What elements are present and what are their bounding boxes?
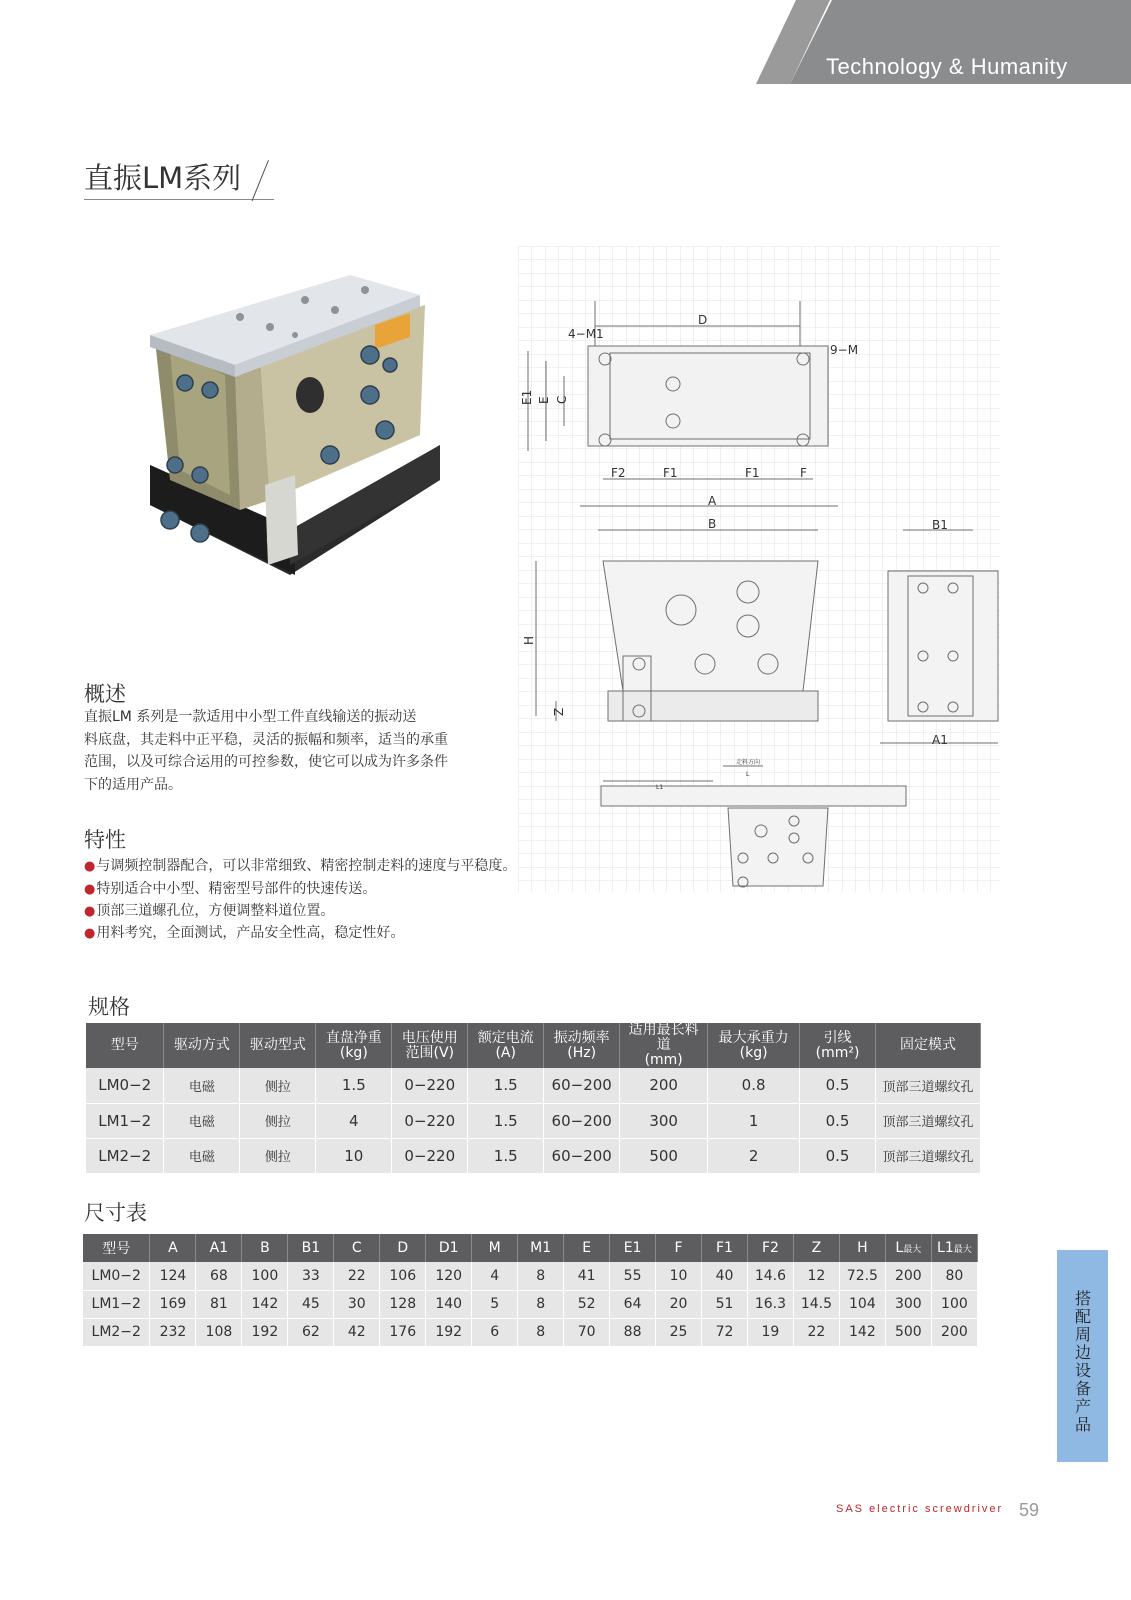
label-h: H	[522, 635, 536, 645]
dimensions-cell: 19	[747, 1318, 793, 1346]
overview-text	[84, 706, 484, 796]
dimensions-cell: 25	[656, 1318, 702, 1346]
specs-cell: 侧拉	[240, 1138, 316, 1173]
label-e: E	[537, 396, 551, 404]
dimensions-cell: 10	[656, 1262, 702, 1290]
dimensions-cell: 142	[242, 1290, 288, 1318]
dimensions-table	[83, 1234, 978, 1347]
specs-cell: 顶部三道螺纹孔	[876, 1103, 981, 1138]
dimensions-header-cell: D	[380, 1234, 426, 1262]
specs-cell: 1.5	[316, 1068, 392, 1103]
dimensions-cell: LM0−2	[83, 1262, 150, 1290]
label-a: A	[708, 494, 717, 508]
dimensions-cell: 500	[885, 1318, 931, 1346]
dimensions-header-cell: A	[150, 1234, 196, 1262]
table-row	[83, 1290, 978, 1318]
label-e1: E1	[520, 389, 534, 405]
specs-cell: 顶部三道螺纹孔	[876, 1068, 981, 1103]
specs-header-cell: 驱动型式	[240, 1023, 316, 1068]
feature-item: ●与调频控制器配合，可以非常细致、精密控制走料的速度与平稳度。	[84, 858, 517, 874]
label-l1: L1	[656, 784, 664, 791]
dimensions-cell: 14.6	[747, 1262, 793, 1290]
dimensions-cell: 30	[334, 1290, 380, 1318]
specs-header-cell: 固定模式	[876, 1023, 981, 1068]
dimensions-cell: 41	[564, 1262, 610, 1290]
dimensions-cell: 64	[610, 1290, 656, 1318]
title-underline	[84, 199, 274, 200]
dimensions-header-cell: E	[564, 1234, 610, 1262]
specs-header-cell: 驱动方式	[164, 1023, 240, 1068]
specs-cell: 1	[708, 1103, 800, 1138]
overview-line: 范围，以及可综合运用的可控参数，使它可以成为许多条件	[84, 754, 448, 770]
specs-cell: 1.5	[468, 1103, 544, 1138]
bullet-icon: ●	[84, 882, 96, 897]
overview-line: 料底盘，其走料中正平稳，灵活的振幅和频率，适当的承重	[84, 731, 448, 748]
label-l: L	[746, 771, 750, 778]
dimensions-cell: 192	[426, 1318, 472, 1346]
dimensions-header-cell: D1	[426, 1234, 472, 1262]
dimensions-header-cell: B	[242, 1234, 288, 1262]
overview-heading: 概述	[84, 682, 126, 706]
dimensions-cell: 108	[196, 1318, 242, 1346]
specs-cell: 0.5	[800, 1103, 876, 1138]
label-f: F	[800, 466, 807, 480]
dimensions-cell: 51	[702, 1290, 748, 1318]
specs-cell: 0−220	[392, 1138, 468, 1173]
dimensions-cell: 200	[885, 1262, 931, 1290]
dimensions-cell: LM1−2	[83, 1290, 150, 1318]
dimensions-cell: 8	[518, 1290, 564, 1318]
label-4-m1: 4−M1	[568, 327, 604, 341]
specs-cell: 0.8	[708, 1068, 800, 1103]
dimensions-cell: 22	[793, 1318, 839, 1346]
dimensions-cell: 124	[150, 1262, 196, 1290]
dimensions-cell: 104	[839, 1290, 885, 1318]
label-a1: A1	[932, 733, 948, 747]
title-slash	[252, 160, 269, 201]
dimensions-cell: 68	[196, 1262, 242, 1290]
feature-item: ●用料考究，全面测试，产品安全性高，稳定性好。	[84, 925, 405, 941]
label-feed-direction: 走料方向	[736, 759, 761, 766]
table-row	[86, 1068, 981, 1103]
dimensions-cell: 40	[702, 1262, 748, 1290]
dimensions-cell: 80	[931, 1262, 977, 1290]
specs-cell: 0−220	[392, 1068, 468, 1103]
dimensions-cell: 33	[288, 1262, 334, 1290]
label-d: D	[698, 313, 708, 327]
table-row	[83, 1318, 978, 1346]
dimensions-header-cell: Z	[793, 1234, 839, 1262]
specs-cell: 200	[620, 1068, 708, 1103]
technical-drawing	[518, 246, 1000, 892]
dimensions-cell: 128	[380, 1290, 426, 1318]
label-z: Z	[552, 707, 566, 716]
specs-header-cell: 额定电流 (A)	[468, 1023, 544, 1068]
dimensions-cell: 70	[564, 1318, 610, 1346]
dimensions-cell: 4	[472, 1262, 518, 1290]
overview-line: 直振LM 系列是一款适用中小型工件直线输送的振动送	[84, 709, 417, 725]
specs-cell: 10	[316, 1138, 392, 1173]
label-b1: B1	[932, 518, 948, 532]
dimensions-cell: 88	[610, 1318, 656, 1346]
dimensions-cell: 20	[656, 1290, 702, 1318]
bullet-icon: ●	[84, 859, 96, 874]
specs-cell: 电磁	[164, 1138, 240, 1173]
dimensions-header-cell: L1最大	[931, 1234, 977, 1262]
bullet-icon: ●	[84, 904, 96, 919]
dimensions-cell: 22	[334, 1262, 380, 1290]
specs-header-cell: 振动频率 (Hz)	[544, 1023, 620, 1068]
specs-header-cell: 适用最长料道 (mm)	[620, 1023, 708, 1068]
dimensions-cell: 142	[839, 1318, 885, 1346]
specs-header-cell: 直盘净重 (kg)	[316, 1023, 392, 1068]
specs-cell: LM1−2	[86, 1103, 164, 1138]
specs-cell: 顶部三道螺纹孔	[876, 1138, 981, 1173]
specs-cell: 0.5	[800, 1068, 876, 1103]
dimensions-cell: 169	[150, 1290, 196, 1318]
specs-cell: 电磁	[164, 1103, 240, 1138]
label-f2: F2	[611, 466, 626, 480]
features-heading: 特性	[84, 828, 126, 852]
specs-cell: LM0−2	[86, 1068, 164, 1103]
dimensions-header-cell: H	[839, 1234, 885, 1262]
dimensions-header-cell: B1	[288, 1234, 334, 1262]
specs-cell: 2	[708, 1138, 800, 1173]
footer-brand: SAS electric screwdriver	[836, 1503, 1004, 1515]
specs-cell: 300	[620, 1103, 708, 1138]
specs-cell: 1.5	[468, 1068, 544, 1103]
dimensions-cell: 16.3	[747, 1290, 793, 1318]
specs-cell: 电磁	[164, 1068, 240, 1103]
specs-cell: 0−220	[392, 1103, 468, 1138]
specs-cell: 侧拉	[240, 1068, 316, 1103]
specs-table	[86, 1023, 981, 1174]
dimensions-cell: 55	[610, 1262, 656, 1290]
dimensions-cell: 106	[380, 1262, 426, 1290]
dimensions-header-cell: L最大	[885, 1234, 931, 1262]
dimensions-cell: 72.5	[839, 1262, 885, 1290]
specs-header-cell: 引线(mm²)	[800, 1023, 876, 1068]
dimensions-cell: 300	[885, 1290, 931, 1318]
label-f1-right: F1	[745, 466, 760, 480]
dimensions-header-cell: M	[472, 1234, 518, 1262]
dimensions-cell: 14.5	[793, 1290, 839, 1318]
feature-item: ●特别适合中小型、精密型号部件的快速传送。	[84, 881, 377, 897]
table-row	[86, 1138, 981, 1173]
specs-cell: 1.5	[468, 1138, 544, 1173]
dimensions-cell: 120	[426, 1262, 472, 1290]
dimensions-header-cell: F	[656, 1234, 702, 1262]
label-c: C	[555, 395, 569, 404]
specs-header-cell: 型号	[86, 1023, 164, 1068]
dimensions-cell: 100	[931, 1290, 977, 1318]
specs-cell: 4	[316, 1103, 392, 1138]
dimensions-cell: 8	[518, 1262, 564, 1290]
dimensions-cell: 45	[288, 1290, 334, 1318]
specs-header-cell: 电压使用 范围(V)	[392, 1023, 468, 1068]
dimensions-cell: 192	[242, 1318, 288, 1346]
specs-cell: 60−200	[544, 1103, 620, 1138]
dimensions-header-cell: F2	[747, 1234, 793, 1262]
dimensions-cell: 232	[150, 1318, 196, 1346]
specs-cell: 0.5	[800, 1138, 876, 1173]
label-9-m: 9−M	[830, 343, 859, 357]
dimensions-cell: 140	[426, 1290, 472, 1318]
dimensions-cell: 6	[472, 1318, 518, 1346]
dimensions-cell: 100	[242, 1262, 288, 1290]
header-tagline: Technology & Humanity	[826, 54, 1068, 79]
specs-cell: 侧拉	[240, 1103, 316, 1138]
dimensions-header-cell: M1	[518, 1234, 564, 1262]
table-row	[86, 1103, 981, 1138]
dimensions-cell: 8	[518, 1318, 564, 1346]
product-photo	[140, 265, 440, 585]
page-title: 直振LM系列	[84, 161, 242, 195]
dimensions-cell: 176	[380, 1318, 426, 1346]
dimensions-cell: 52	[564, 1290, 610, 1318]
dimensions-heading: 尺寸表	[84, 1201, 147, 1225]
dimensions-header-cell: 型号	[83, 1234, 150, 1262]
dimensions-header-cell: C	[334, 1234, 380, 1262]
dimensions-cell: 42	[334, 1318, 380, 1346]
label-f1-left: F1	[663, 466, 678, 480]
dimensions-cell: 62	[288, 1318, 334, 1346]
specs-header-cell: 最大承重力 (kg)	[708, 1023, 800, 1068]
specs-cell: 60−200	[544, 1068, 620, 1103]
dimensions-cell: 81	[196, 1290, 242, 1318]
specs-heading: 规格	[88, 995, 130, 1019]
side-category-label: 搭配周边设备产品	[1074, 1289, 1091, 1434]
label-b: B	[708, 517, 717, 531]
table-row	[83, 1262, 978, 1290]
dimensions-header-cell: A1	[196, 1234, 242, 1262]
dimensions-cell: 72	[702, 1318, 748, 1346]
dimensions-header-cell: F1	[702, 1234, 748, 1262]
specs-cell: 60−200	[544, 1138, 620, 1173]
dimensions-cell: 200	[931, 1318, 977, 1346]
page-number: 59	[1019, 1500, 1040, 1520]
dimensions-cell: 5	[472, 1290, 518, 1318]
dimensions-cell: 12	[793, 1262, 839, 1290]
overview-line: 下的适用产品。	[84, 776, 182, 793]
dimensions-header-cell: E1	[610, 1234, 656, 1262]
specs-cell: 500	[620, 1138, 708, 1173]
specs-cell: LM2−2	[86, 1138, 164, 1173]
dimensions-cell: LM2−2	[83, 1318, 150, 1346]
feature-item: ●顶部三道螺孔位，方便调整料道位置。	[84, 903, 335, 919]
bullet-icon: ●	[84, 926, 96, 941]
